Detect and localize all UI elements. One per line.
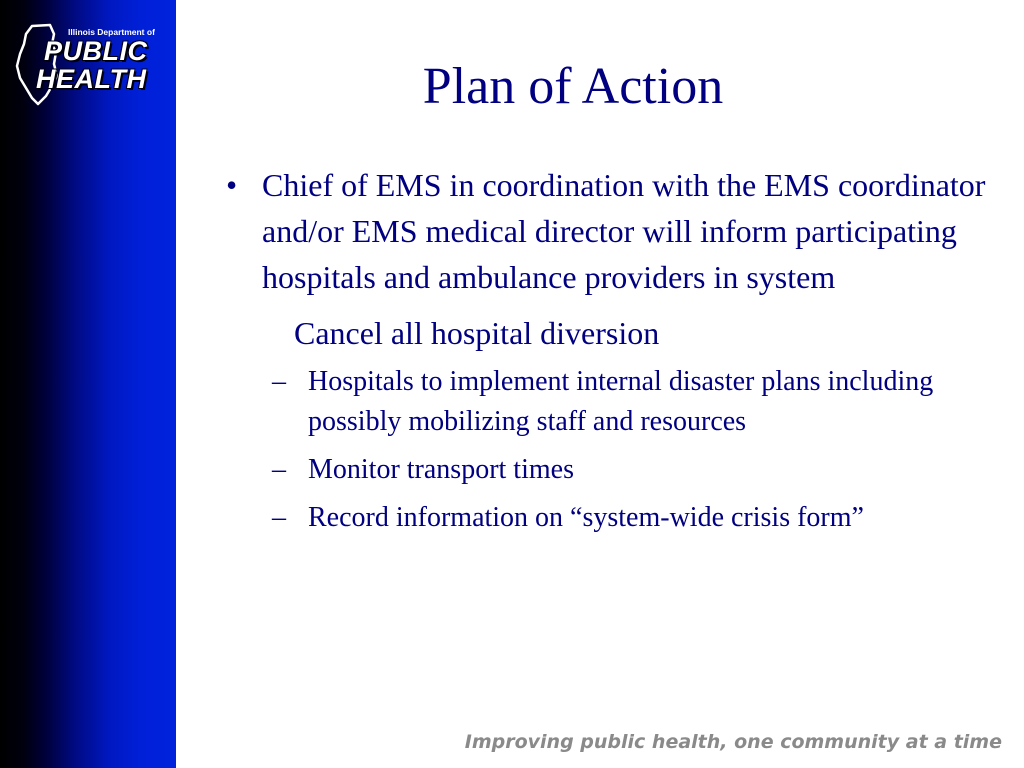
side-gradient-band [0,0,176,768]
idph-logo [10,22,170,108]
logo-public-text: PUBLIC [44,36,148,66]
logo-department-text: Illinois Department of [68,27,155,37]
sub-bullet-text: Hospitals to implement internal disaster plans including possibly mobilizing staff and resources [308,366,934,437]
sub-bullet-item [270,498,994,538]
sub-bullet-item [270,450,994,490]
slide-content [224,162,994,546]
sub-bullet-list [224,362,994,538]
logo-health-text: HEALTH [36,64,147,94]
sub-bullet-text: Monitor transport times [308,454,574,485]
sub-bullet-item [270,362,994,442]
bullet-marker: • [226,167,238,203]
dash-marker: – [272,454,286,485]
cancel-diversion-line: Cancel all hospital diversion [294,315,660,351]
slide-title: Plan of Action [422,58,724,115]
dash-marker: – [272,502,286,533]
dash-marker: – [272,366,286,397]
footer-tagline: Improving public health, one community at a time [464,731,1002,753]
main-bullet-text: Chief of EMS in coordination with the EMS coordinator and/or EMS medical director will inform participating hospitals and ambulance providers in system [262,167,986,295]
main-bullet [224,162,994,300]
sub-bullet-text: Record information on “system-wide crisis form” [308,502,864,533]
